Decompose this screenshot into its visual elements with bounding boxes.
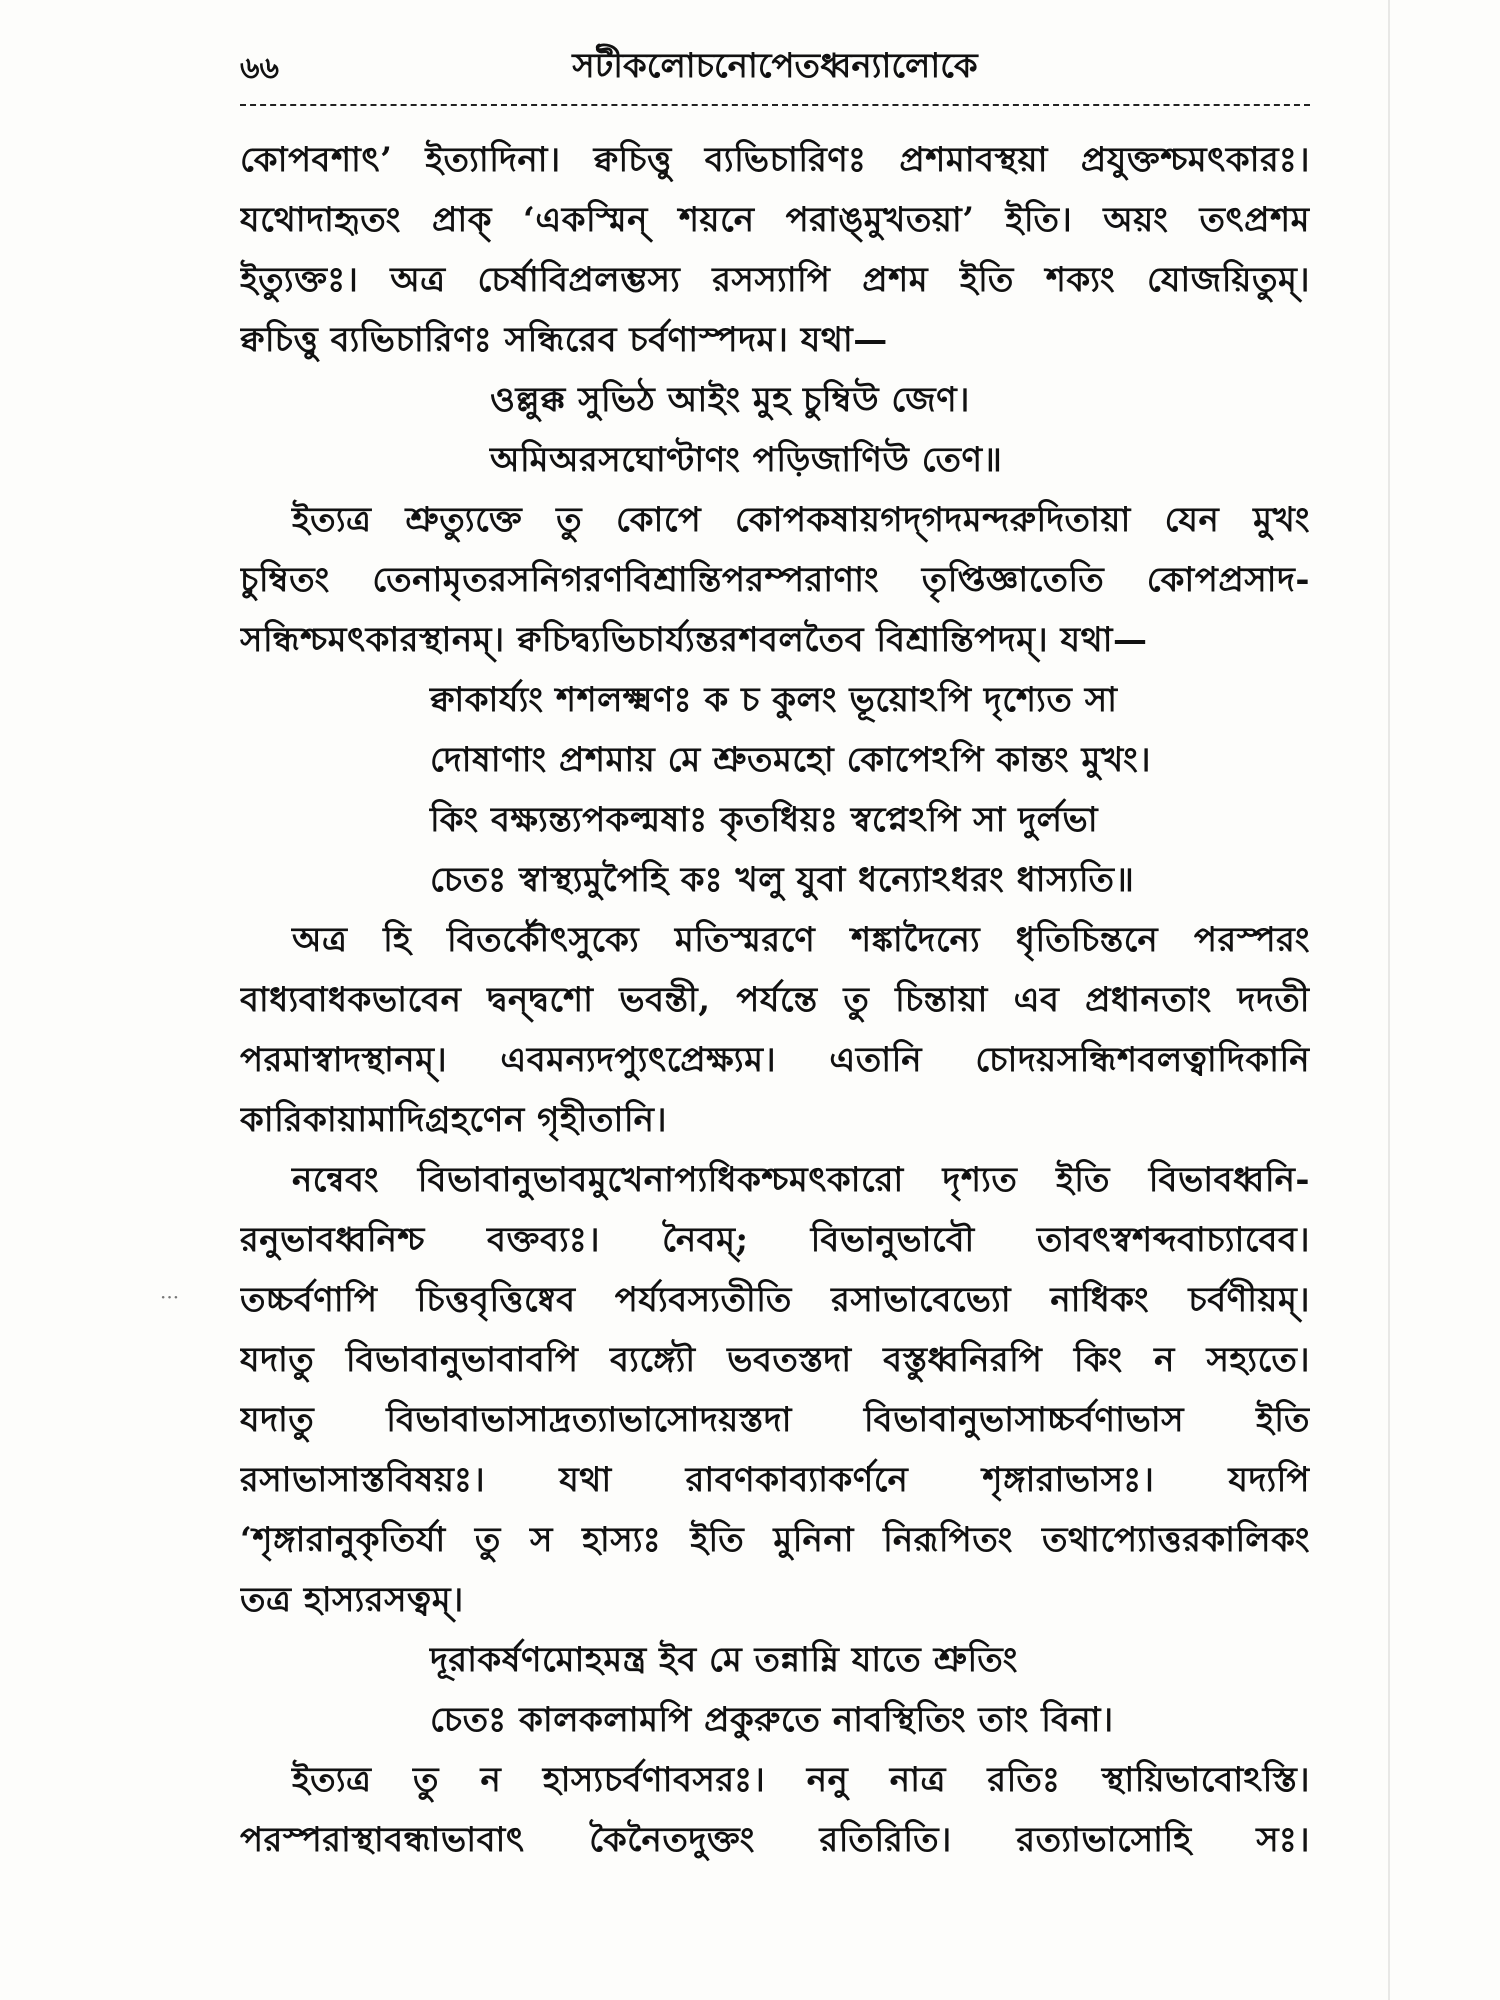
text-line: অত্র হি বিতর্কৌৎসুক্যে মতিস্মরণে শঙ্কাদৈন্যে ধৃতিচিন্তনে পরস্পরং [292,920,1310,960]
text-line: পরমাস্বাদস্থানম্‌। এবমন্যদপ্যুৎপ্রেক্ষ্যম। এতানি চোদয়সন্ধিশবলত্বাদিকানি [240,1040,1310,1080]
text-line: ইত্যত্র তু ন হাস্যচর্বণাবসরঃ। ননু নাত্র রতিঃ স্থায়িভাবোঽস্তি। [292,1760,1310,1800]
page-body [240,130,1310,1870]
text-line: পরস্পরাস্থাবন্ধাভাবাৎ কৈনৈতদুক্তং রতিরিতি। রত্যাভাসোহি সঃ। [240,1820,1310,1860]
margin-mark: ··· [160,1285,180,1309]
text-line: ইত্যত্র শ্রুত্যুক্তে তু কোপে কোপকষায়গদ্‌গদমন্দরুদিতায়া যেন মুখং [292,500,1310,540]
verse-line: ওল্লুক্ক সুভিঠ আইং মুহ চুম্বিউ জেণ। [490,380,970,420]
page-header [240,40,1310,90]
verse-line: দোষাণাং প্রশমায় মে শ্রুতমহো কোপেঽপি কান্তং মুখং। [430,740,1151,780]
page-edge [1388,0,1390,2000]
verse-line: চেতঃ স্বাস্থ্যমুপৈহি কঃ খলু যুবা ধন্যোঽধরং ধাস্যতি॥ [430,860,1135,900]
text-line: চুম্বিতং তেনামৃতরসনিগরণবিশ্রান্তিপরম্পরাণাং তৃপ্তিজ্ঞাতেতি কোপপ্রসাদ- [240,560,1310,600]
verse-line: অমিঅরসঘোণ্টাণং পড়িজাণিউ তেণ॥ [490,440,1003,480]
text-line: ‘শৃঙ্গারানুকৃতির্যা তু স হাস্যঃ ইতি মুনিনা নিরূপিতং তথাপ্যোত্তরকালিকং [240,1520,1310,1560]
text-line: যদাতু বিভাবাভাসাদ্রত্যাভাসোদয়স্তদা বিভাবানুভাসাচ্চর্বণাভাস ইতি [240,1400,1310,1440]
text-line: যদাতু বিভাবানুভাবাবপি ব্যঙ্গ্যৌ ভবতস্তদা বস্তুধ্বনিরপি কিং ন সহ্যতে। [240,1340,1310,1380]
text-line: রনুভাবধ্বনিশ্চ বক্তব্যঃ। নৈবম্‌; বিভানুভাবৌ তাবৎস্বশব্দবাচ্যাবেব। [240,1220,1310,1260]
text-line: নন্বেবং বিভাবানুভাবমুখেনাপ্যধিকশ্চমৎকারো দৃশ্যত ইতি বিভাবধ্বনি- [292,1160,1310,1200]
text-line: ক্বচিত্তু ব্যভিচারিণঃ সন্ধিরেব চর্বণাস্পদম। যথা— [240,320,888,360]
verse-line: ক্বাকার্য্যং শশলক্ষ্মণঃ ক চ কুলং ভূয়োঽপি দৃশ্যেত সা [430,680,1118,720]
verse-line: কিং বক্ষ্যন্ত্যপকল্মষাঃ কৃতধিয়ঃ স্বপ্নেঽপি সা দুর্লভা [430,800,1099,840]
text-line: তত্র হাস্যরসত্বম্‌। [240,1580,464,1620]
text-line: রসাভাসাস্তবিষয়ঃ। যথা রাবণকাব্যাকর্ণনে শৃঙ্গারাভাসঃ। যদ্যপি [240,1460,1310,1500]
text-line: কোপবশাৎ’ ইত্যাদিনা। ক্বচিত্তু ব্যভিচারিণঃ প্রশমাবস্থয়া প্রযুক্তশ্চমৎকারঃ। [240,140,1310,180]
text-line: বাধ্যবাধকভাবেন দ্বন্দ্বশো ভবন্তী, পর্যন্তে তু চিন্তায়া এব প্রধানতাং দদতী [240,980,1310,1020]
running-title: সটীকলোচনোপেতধ্বন্যালোকে [572,46,978,86]
text-line: যথোদাহৃতং প্রাক্‌ ‘একস্মিন্‌ শয়নে পরাঙ্‌মুখতয়া’ ইতি। অয়ং তৎপ্রশম [240,200,1310,240]
verse-line: দূরাকর্ষণমোহমন্ত্র ইব মে তন্নাম্নি যাতে শ্রুতিং [430,1640,1018,1680]
header-rule [240,104,1310,106]
page-number: ৬৬ [240,51,280,86]
text-line: সন্ধিশ্চমৎকারস্থানম্‌। ক্বচিদ্ব্যভিচার্য্যন্তরশবলতৈব বিশ্রান্তিপদম্‌। যথা— [240,620,1148,660]
text-line: কারিকায়ামাদিগ্রহণেন গৃহীতানি। [240,1100,668,1140]
verse-line: চেতঃ কালকলামপি প্রকুরুতে নাবস্থিতিং তাং বিনা। [430,1700,1114,1740]
text-line: তচ্চর্বণাপি চিত্তবৃত্তিষ্বেব পর্য্যবস্যতীতি রসাভাবেভ্যো নাধিকং চর্বণীয়ম্‌। [240,1280,1310,1320]
text-line: ইত্যুক্তঃ। অত্র চের্ষাবিপ্রলম্ভস্য রসস্যাপি প্রশম ইতি শক্যং যোজয়িতুম্‌। [240,260,1310,300]
